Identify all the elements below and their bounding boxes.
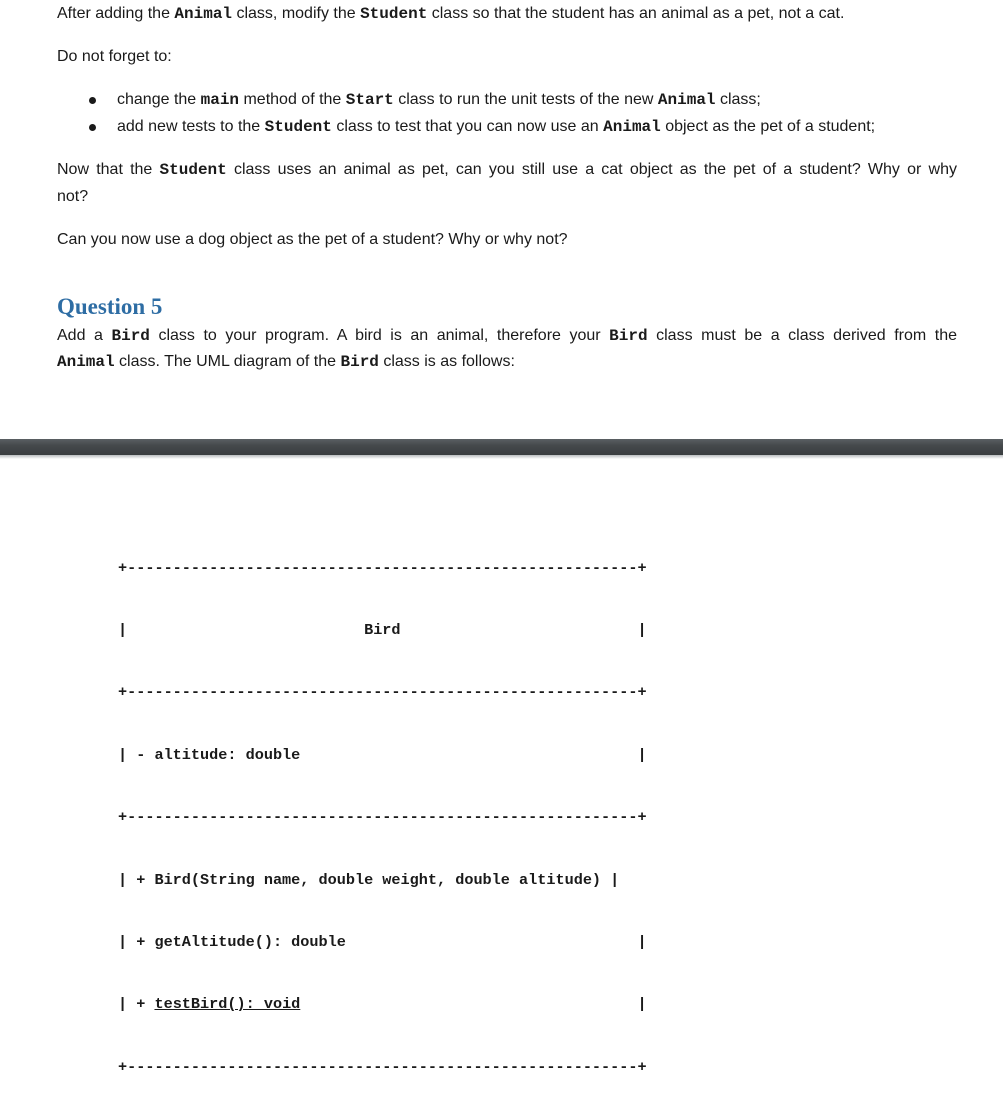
code-animal: Animal [603, 118, 661, 136]
code-animal: Animal [657, 91, 716, 109]
question-dog: Can you now use a dog object as the pet of a student? Why or why not? [57, 231, 568, 248]
uml-static-method: testBird(): void [154, 995, 301, 1014]
text-run: class so that the student has an animal as a pet, not a cat. [427, 5, 845, 22]
question-5-line-2 [57, 352, 515, 372]
text-run: class to run the unit tests of the new [393, 91, 658, 108]
text-run: method of the [239, 91, 346, 108]
text-run: Now that the [57, 161, 160, 178]
code-main: main [200, 91, 240, 109]
code-start: Start [345, 91, 394, 109]
uml-row-prefix: | + [118, 995, 155, 1014]
text-run: class to test that you can now use an [331, 118, 604, 135]
bullet-icon [89, 97, 96, 104]
uml-diagram-bird [118, 516, 647, 1119]
uml-class-name-row: | Bird | [118, 620, 647, 639]
reminder-heading: Do not forget to: [57, 48, 172, 65]
bullet-item-1 [117, 90, 761, 110]
uml-row-suffix: | [300, 995, 647, 1014]
code-animal: Animal [174, 5, 233, 23]
code-bird: Bird [340, 353, 379, 371]
code-bird: Bird [609, 327, 648, 345]
question-cat-line-2: not? [57, 188, 89, 205]
page-divider [0, 439, 1003, 455]
text-run: class must be a class derived from the [647, 327, 958, 344]
uml-method-row [118, 994, 647, 1015]
code-student: Student [159, 161, 227, 179]
question-5-heading: Question 5 [57, 294, 163, 319]
text-run: Add a [57, 327, 112, 344]
uml-border: +--------------------------------------------------------+ [118, 683, 647, 702]
code-bird: Bird [111, 327, 150, 345]
code-student: Student [264, 118, 332, 136]
text-run: class uses an animal as pet, can you still use a cat object as the pet of a student? Why or why [226, 161, 957, 178]
code-student: Student [360, 5, 428, 23]
text-run: add new tests to the [117, 118, 265, 135]
code-animal: Animal [57, 353, 115, 371]
uml-border: +--------------------------------------------------------+ [118, 558, 647, 577]
text-run: class, modify the [232, 5, 361, 22]
uml-attribute-row: | - altitude: double | [118, 745, 647, 764]
text-run: class. The UML diagram of the [114, 353, 341, 370]
text-run: class; [715, 91, 761, 108]
text-run: object as the pet of a student; [660, 118, 876, 135]
text-run: class is as follows: [378, 353, 515, 370]
text-run: change the [117, 91, 201, 108]
question-cat-line-1 [57, 160, 957, 180]
text-run: class to your program. A bird is an animal, therefore your [149, 327, 610, 344]
uml-method-row: | + Bird(String name, double weight, double altitude) | [118, 870, 620, 889]
uml-method-row: | + getAltitude(): double | [118, 932, 647, 951]
intro-paragraph [57, 4, 844, 24]
page-divider-shadow [0, 455, 1003, 459]
question-5-line-1 [57, 326, 957, 346]
bullet-icon [89, 124, 96, 131]
uml-border: +--------------------------------------------------------+ [118, 808, 647, 827]
bullet-item-2 [117, 117, 875, 137]
text-run: After adding the [57, 5, 175, 22]
uml-border: +--------------------------------------------------------+ [118, 1057, 647, 1076]
